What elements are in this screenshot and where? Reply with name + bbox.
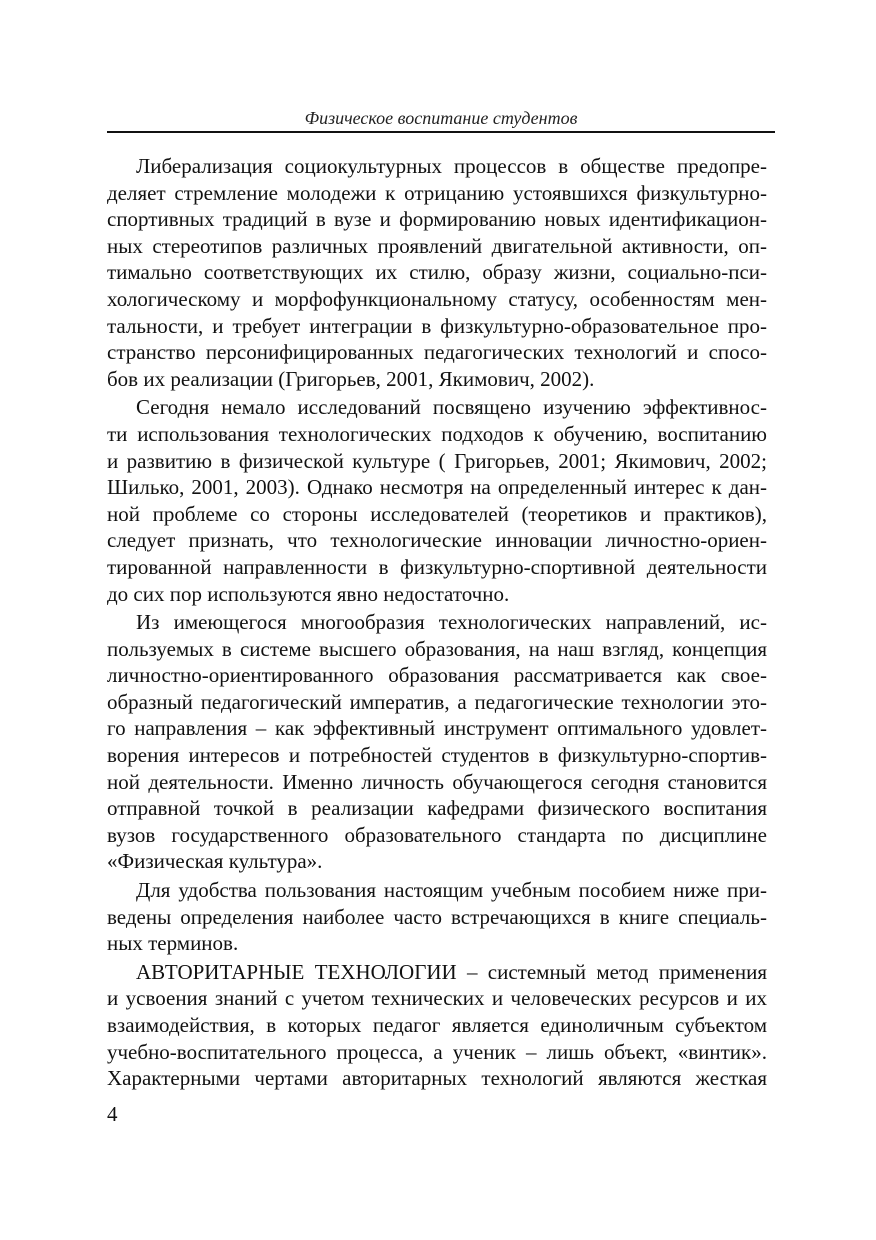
text-line: и усвоения знаний с учетом технических и человеческих ресурсов и их xyxy=(107,986,767,1011)
text-line: хологическому и морфофункциональному статусу, особенностям мен- xyxy=(107,286,767,311)
running-header: Физическое воспитание студентов xyxy=(304,108,578,128)
text-line: и развитию в физической культуре ( Григорьев, 2001; Якимович, 2002; xyxy=(107,448,767,473)
text-line: ных стереотипов различных проявлений двигательной активности, оп- xyxy=(107,233,767,258)
text-line: ной проблеме со стороны исследователей (теоретиков и практиков), xyxy=(107,501,767,526)
text-line: личностно-ориентированного образования рассматривается как свое- xyxy=(107,663,767,688)
body-text xyxy=(107,153,767,1092)
text-line: бов их реализации (Григорьев, 2001, Якимович, 2002). xyxy=(107,366,595,391)
text-line: тимально соответствующих их стилю, образу жизни, социально-пси- xyxy=(107,260,767,285)
text-line: го направления – как эффективный инструмент оптимального удовлет- xyxy=(107,716,767,741)
paragraph xyxy=(107,394,767,607)
paragraph xyxy=(107,877,767,957)
text-line: Либерализация социокультурных процессов в обществе предопре- xyxy=(136,154,767,178)
paragraph xyxy=(107,609,767,875)
text-line: тальности, и требует интеграции в физкультурно-образовательное про- xyxy=(107,313,767,338)
text-line: учебно-воспитательного процесса, а ученик – лишь объект, «винтик». xyxy=(107,1039,767,1064)
text-line: деляет стремление молодежи к отрицанию устоявшихся физкультурно- xyxy=(107,180,767,205)
text-line: тированной направленности в физкультурно-спортивной деятельности xyxy=(107,554,767,579)
text-line: «Физическая культура». xyxy=(107,849,323,874)
text-line: ных терминов. xyxy=(107,931,239,956)
text-line: Шилько, 2001, 2003). Однако несмотря на определенный интерес к дан- xyxy=(107,475,767,500)
text-line: взаимодействия, в которых педагог является единоличным субъектом xyxy=(107,1013,767,1037)
header-rule xyxy=(107,131,775,133)
text-line: странство персонифицированных педагогических технологий и спосо- xyxy=(107,340,767,365)
text-line: ворения интересов и потребностей студентов в физкультурно-спортив- xyxy=(107,743,767,768)
paragraph xyxy=(107,153,767,392)
text-line: Характерными чертами авторитарных технологий являются жесткая xyxy=(107,1066,767,1091)
text-line: ведены определения наиболее часто встречающихся в книге специаль- xyxy=(107,904,767,929)
text-line: отправной точкой в реализации кафедрами физического воспитания xyxy=(107,796,767,821)
paragraph xyxy=(107,959,767,1092)
text-line: Для удобства пользования настоящим учебным пособием ниже при- xyxy=(136,878,767,903)
text-line: Сегодня немало исследований посвящено изучению эффективнос- xyxy=(136,395,767,420)
text-line: следует признать, что технологические инновации личностно-ориен- xyxy=(107,528,767,553)
text-line: ти использования технологических подходов к обучению, воспитанию xyxy=(107,421,767,446)
text-line: спортивных традиций в вузе и формированию новых идентификацион- xyxy=(107,207,767,232)
text-line: пользуемых в системе высшего образования, на наш взгляд, концепция xyxy=(107,636,767,661)
text-line: до сих пор используются явно недостаточно. xyxy=(107,581,510,606)
text-line: вузов государственного образовательного стандарта по дисциплине xyxy=(107,822,767,847)
page-number: 4 xyxy=(107,1102,118,1126)
text-line: АВТОРИТАРНЫЕ ТЕХНОЛОГИИ – системный метод применения xyxy=(136,959,767,984)
text-line: Из имеющегося многообразия технологических направлений, ис- xyxy=(136,610,767,635)
text-line: образный педагогический императив, а педагогические технологии это- xyxy=(107,689,767,714)
text-line: ной деятельности. Именно личность обучающегося сегодня становится xyxy=(107,769,767,794)
